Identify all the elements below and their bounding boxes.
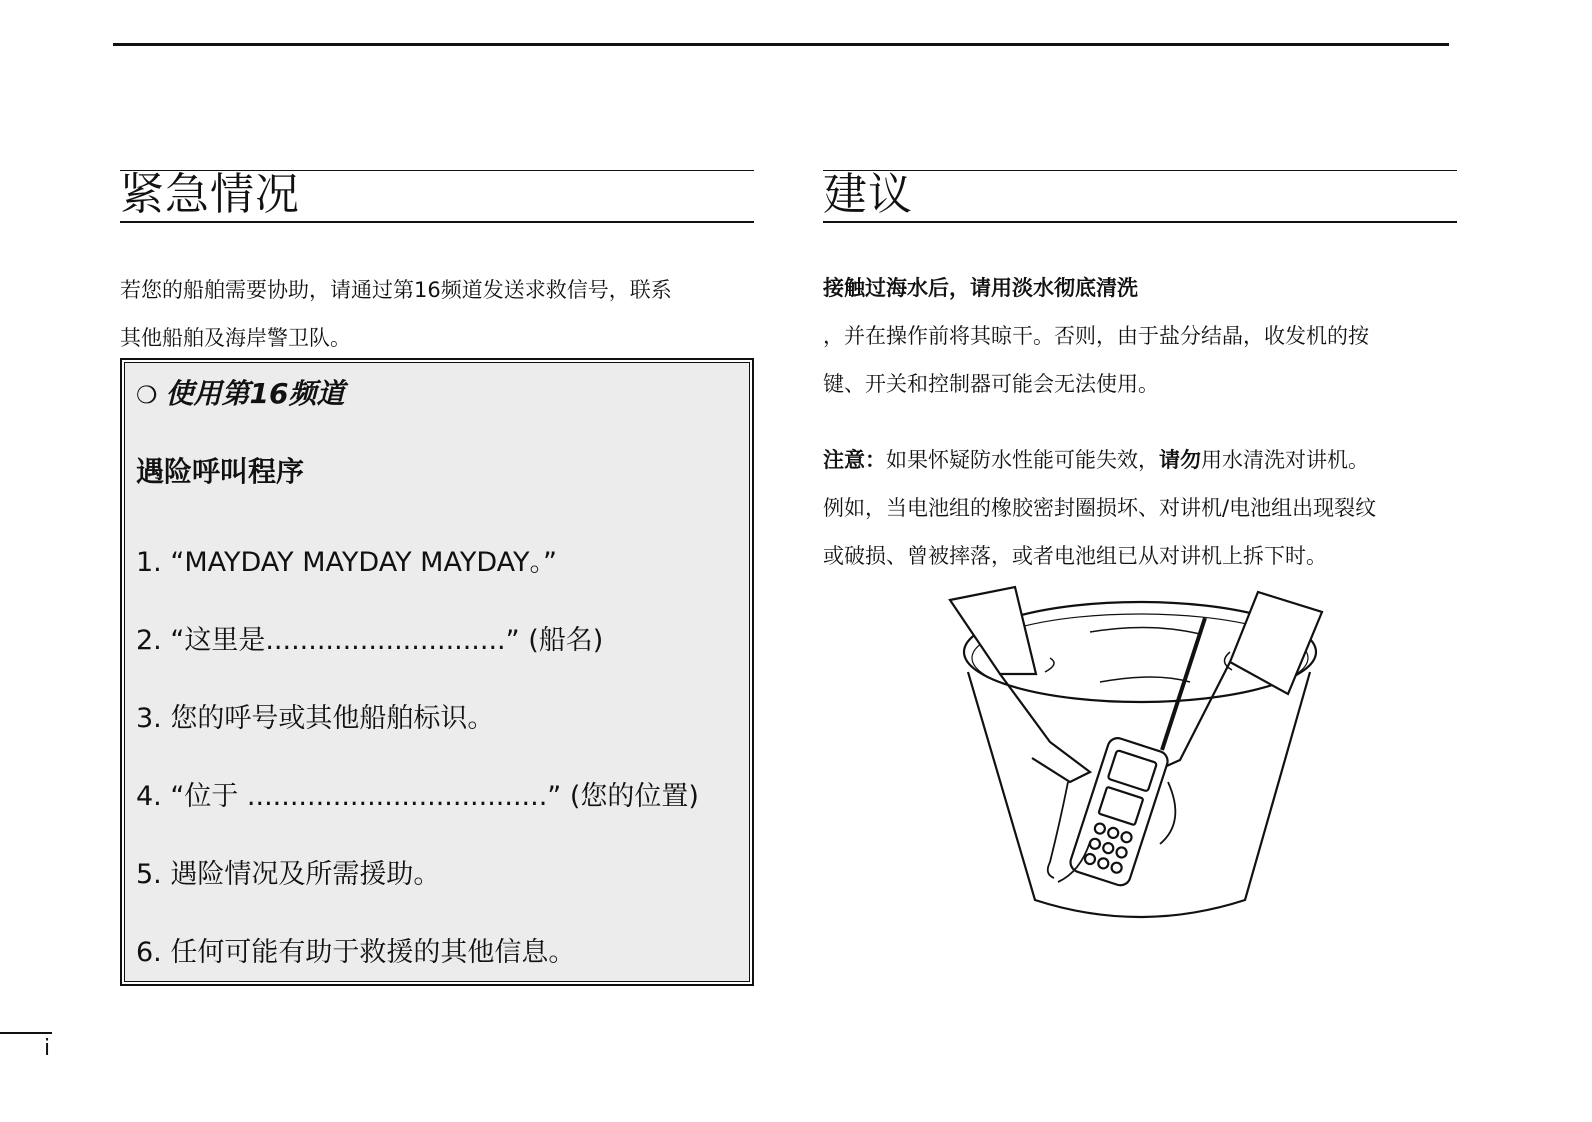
distress-procedure-box [120,358,754,986]
footer-rule [0,1032,52,1034]
note-label: 注意： [823,448,886,472]
note-emphasis: 请勿 [1159,448,1201,472]
page-number: i [44,1036,51,1061]
section-title: 紧急情况 [120,169,300,220]
procedure-step: 1. “MAYDAY MAYDAY MAYDAY。” [136,547,558,578]
procedure-title: 遇险呼叫程序 [136,455,305,488]
note-line: 或破损、曾被摔落，或者电池组已从对讲机上拆下时。 [823,544,1327,568]
procedure-step: 4. “位于 ...................................” (您的位置) [136,781,699,812]
caution-note [823,436,1463,580]
procedure-step: 3. 您的呼号或其他船舶标识。 [136,703,495,734]
advice-line: 键、开关和控制器可能会无法使用。 [823,372,1159,396]
washing-radio-illustration [940,582,1330,932]
advice-heading: 接触过海水后，请用淡水彻底清洗 [823,276,1138,300]
note-line: 例如，当电池组的橡胶密封圈损坏、对讲机/电池组出现裂纹 [823,496,1377,520]
section-heading-recommendation [823,170,1457,223]
header-rule [113,43,1449,46]
note-text: 用水清洗对讲机。 [1201,448,1369,472]
advice-body [823,312,1463,408]
procedure-step: 2. “这里是............................” (船名) [136,625,604,656]
intro-line: 若您的船舶需要协助，请通过第16频道发送求救信号，联系 [120,278,672,302]
circle-bullet-icon: ❍ [136,381,158,409]
box-subtitle [136,372,344,412]
intro-line: 其他船舶及海岸警卫队。 [120,326,351,350]
advice-line: ，并在操作前将其晾干。否则，由于盐分结晶，收发机的按 [823,324,1369,348]
note-text: 如果怀疑防水性能可能失效， [886,448,1159,472]
subtitle-text: 使用第16频道 [165,377,345,410]
procedure-step: 5. 遇险情况及所需援助。 [136,859,441,890]
emergency-intro [120,266,750,362]
section-heading-emergency [120,170,754,223]
section-title: 建议 [823,169,913,220]
procedure-step: 6. 任何可能有助于救援的其他信息。 [136,937,576,968]
note-line [823,436,1463,484]
